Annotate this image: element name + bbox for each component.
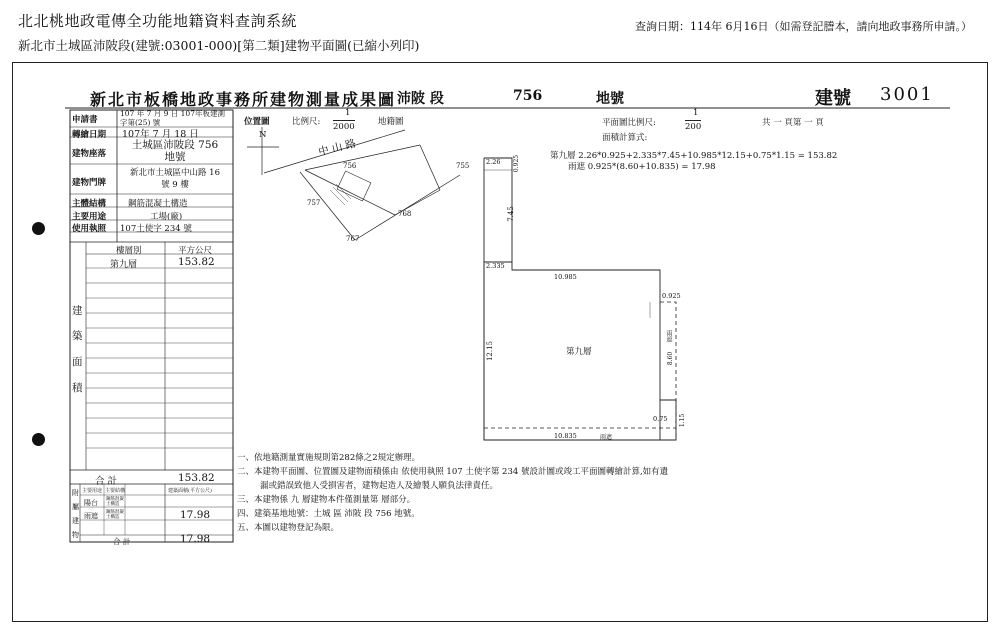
- annex-use: 陽台: [84, 499, 98, 507]
- lot-label: 768: [398, 210, 412, 218]
- dim-label: 10.985: [554, 273, 577, 281]
- annex-side-label: 物: [72, 531, 79, 539]
- canopy-label: 雨遮: [600, 434, 613, 441]
- annex-col-area: 建築面積(平方公尺): [168, 488, 212, 494]
- calc-line-1: 第九層 2.26*0.925+2.335*7.45+10.985*12.15+0.75*1.15 = 153.82: [550, 151, 838, 161]
- side-label: 建: [72, 305, 83, 317]
- annex-area: 17.98: [180, 509, 211, 521]
- dim-label: 10.835: [554, 432, 577, 440]
- lot-label: 757: [307, 199, 321, 207]
- col-area-header: 平方公尺: [178, 246, 213, 256]
- annex-use: 雨遮: [84, 512, 98, 520]
- side-label: 面: [72, 356, 83, 368]
- plan-scale-num: 1: [693, 108, 699, 118]
- dim-label: 12.15: [486, 340, 495, 362]
- query-date: 查詢日期：114年 6月16日（如需登記謄本，請向地政事務所申請。）: [635, 20, 972, 33]
- row-value: 工場(廠): [150, 212, 183, 222]
- canopy-label: 雨遮: [665, 330, 672, 342]
- map-scale-den: 2000: [333, 122, 355, 132]
- floor-name: 第九層: [110, 260, 138, 270]
- map-kind: 地籍圖: [378, 117, 404, 127]
- note-line: 三、本建物係 九 層建物本件僅測量第 層部分。: [237, 495, 416, 505]
- annex-struct: 鋼筋混凝土構造: [106, 497, 124, 507]
- lot-label: 767: [346, 235, 360, 243]
- annex-total-label: 合 計: [113, 537, 131, 546]
- dim-label: 0.925: [513, 154, 521, 173]
- side-label: 積: [72, 382, 83, 394]
- row-value: 107土使字 234 號: [120, 224, 192, 234]
- dim-label: 2.335: [486, 262, 505, 270]
- dim-label: 7.45: [506, 206, 515, 222]
- row-label: 建物門牌: [72, 178, 107, 188]
- lot-label: 756: [343, 162, 357, 170]
- row-label: 轉繪日期: [72, 130, 107, 140]
- col-floor-header: 樓層別: [116, 246, 142, 256]
- annex-side-label: 附: [72, 489, 79, 497]
- building-no-label: 建號: [815, 88, 851, 109]
- total-area: 153.82: [178, 472, 215, 484]
- section-name: 沛陂 段: [397, 91, 444, 107]
- annex-col-struct: 主要結構: [105, 488, 126, 494]
- road-label: 中 山 路: [317, 137, 358, 159]
- calc-line-2: 雨遮 0.925*(8.60+10.835) = 17.98: [568, 162, 716, 172]
- row-label: 主體結構: [72, 199, 107, 209]
- floor-area: 153.82: [178, 256, 215, 268]
- row-label: 主要用途: [72, 212, 107, 222]
- note-line: 四、建築基地地號：土城 區 沛陂 段 756 地號。: [237, 509, 420, 519]
- row-label: 建物座落: [72, 149, 107, 159]
- lot-label: 755: [456, 162, 470, 170]
- annex-total: 17.98: [180, 533, 211, 545]
- dim-label: 0.75: [653, 415, 668, 423]
- side-label: 築: [72, 330, 83, 342]
- row-value: 鋼筋混凝土構造: [128, 199, 188, 209]
- dim-label: 2.26: [486, 158, 501, 166]
- plan-scale-label: 平面圖比例尺:: [602, 118, 656, 128]
- lot-number: 756: [513, 88, 543, 104]
- annex-col-use: 主要用途: [82, 488, 103, 494]
- annex-side-label: 屬: [72, 503, 79, 511]
- annex-struct: 鋼筋混凝土構造: [106, 510, 124, 520]
- row-value: 107年 7 月 18 日: [122, 129, 199, 140]
- dim-label: 0.925: [662, 292, 681, 300]
- report-title: 新北市板橋地政事務所建物測量成果圖: [90, 90, 397, 109]
- total-label: 合 計: [95, 476, 118, 487]
- annex-side-label: 建: [72, 517, 79, 525]
- north-arrow-label: N: [259, 130, 267, 140]
- note-line: 漏或錯誤致他人受損害者，建物起造人及繪製人願負法律責任。: [260, 481, 499, 491]
- calc-label: 面積計算式:: [602, 133, 648, 143]
- redaction-block: [695, 400, 770, 455]
- note-line: 五、本圖以建物登記為限。: [237, 523, 340, 533]
- row-label: 使用執照: [72, 224, 107, 234]
- row-value: 新北市土城區中山路 16 號 9 樓: [129, 168, 221, 190]
- map-scale-label: 比例尺:: [292, 117, 321, 127]
- dim-label: 8.60: [667, 351, 675, 366]
- plan-scale-den: 200: [685, 122, 702, 132]
- note-line: 二、本建物平面圖、位置圖及建物面積係由 依使用執照 107 土使字第 234 號設計圖或竣工平面圖轉繪計算,如有遺: [237, 467, 669, 477]
- page-subtitle: 新北市土城區沛陂段(建號:03001-000)[第二類]建物平面圖(已縮小列印): [18, 38, 420, 53]
- building-no: 3001: [880, 84, 934, 105]
- map-scale-num: 1: [345, 108, 351, 118]
- dim-label: 1.15: [679, 413, 687, 428]
- page-count: 共 一 頁第 一 頁: [762, 118, 824, 128]
- row-label: 申請書: [72, 115, 98, 125]
- row-value: 土城區沛陂段 756 地號: [131, 139, 219, 163]
- redaction-block: [650, 488, 880, 536]
- floor-area-label: 第九層: [566, 347, 592, 357]
- page-title: 北北桃地政電傳全功能地籍資料查詢系統: [18, 12, 298, 30]
- note-line: 一、依地籍測量實施規則第282條之2規定辦理。: [237, 453, 421, 463]
- location-map-label: 位置圖: [244, 117, 270, 127]
- redaction-block: [68, 548, 948, 600]
- row-value: 107 年 7 月 9 日 107年板建測字第(25) 號: [120, 109, 225, 127]
- lot-label: 地號: [596, 91, 624, 107]
